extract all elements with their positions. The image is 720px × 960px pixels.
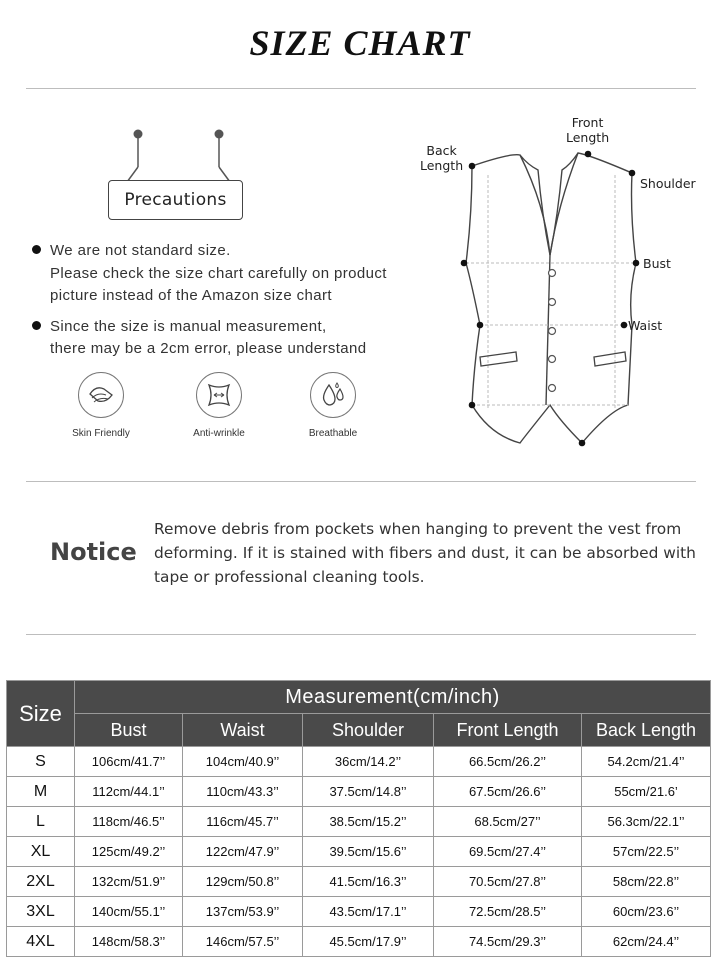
precaution-line: We are not standard size. [50,242,231,259]
table-cell: 54.2cm/21.4’’ [582,747,711,777]
table-cell: 39.5cm/15.6’’ [303,837,434,867]
size-cell: S [7,747,75,777]
table-cell: 60cm/23.6’’ [582,897,711,927]
table-cell: 62cm/24.4’’ [582,927,711,957]
size-cell: 2XL [7,867,75,897]
bust-label: Bust [643,256,671,271]
table-cell: 70.5cm/27.8’’ [434,867,582,897]
table-cell: 118cm/46.5’’ [75,807,183,837]
table-cell: 137cm/53.9’’ [183,897,303,927]
back-length-label [420,143,463,173]
table-row [7,777,711,807]
table-row [7,897,711,927]
table-cell: 122cm/47.9’’ [183,837,303,867]
label-line: Back [426,143,457,158]
table-cell: 110cm/43.3’’ [183,777,303,807]
table-cell: 37.5cm/14.8’’ [303,777,434,807]
list-item [30,316,420,361]
table-cell: 57cm/22.5’’ [582,837,711,867]
size-header: Size [7,681,75,747]
feature-skin-friendly [56,372,146,439]
notice-line: deforming. If it is stained with fibers and dust, it can be absorbed with [154,544,696,562]
anti-wrinkle-icon [196,372,242,418]
table-cell: 125cm/49.2’’ [75,837,183,867]
table-cell: 140cm/55.1’’ [75,897,183,927]
table-cell: 104cm/40.9’’ [183,747,303,777]
label-line: Front [571,115,604,130]
list-item [30,240,420,308]
table-cell: 148cm/58.3’’ [75,927,183,957]
size-cell: M [7,777,75,807]
feature-label: Breathable [308,428,358,439]
precaution-line: Since the size is manual measurement, [50,317,327,335]
size-cell: 4XL [7,927,75,957]
size-cell: XL [7,837,75,867]
table-cell: 56.3cm/22.1’’ [582,807,711,837]
precaution-line: picture instead of the Amazon size chart [50,287,332,304]
size-cell: 3XL [7,897,75,927]
table-cell: 132cm/51.9’’ [75,867,183,897]
table-cell: 116cm/45.7’’ [183,807,303,837]
table-cell: 36cm/14.2’’ [303,747,434,777]
table-row [7,927,711,957]
column-header-waist: Waist [183,714,303,747]
table-row [7,747,711,777]
feature-label: Anti-wrinkle [193,428,245,439]
bullet-icon [32,321,41,330]
shoulder-label: Shoulder [640,176,696,191]
table-cell: 146cm/57.5’’ [183,927,303,957]
table-row [7,837,711,867]
divider-top [26,88,696,89]
table-row [7,867,711,897]
table-cell: 66.5cm/26.2’’ [434,747,582,777]
page-title: SIZE CHART [249,23,471,63]
table-cell: 43.5cm/17.1’’ [303,897,434,927]
notice-text [154,517,694,589]
front-length-label [566,115,609,145]
table-cell: 74.5cm/29.3’’ [434,927,582,957]
table-cell: 41.5cm/16.3’’ [303,867,434,897]
notice-line: tape or professional cleaning tools. [154,568,425,586]
column-header-back-length: Back Length [582,714,711,747]
column-header-shoulder: Shoulder [303,714,434,747]
precaution-line: there may be a 2cm error, please understand [50,340,367,357]
fabric-icon [78,372,124,418]
table-cell: 112cm/44.1’’ [75,777,183,807]
table-cell: 129cm/50.8’’ [183,867,303,897]
size-table [6,680,711,957]
precautions-tag: Precautions [108,180,243,220]
notice-line: Remove debris from pockets when hanging to prevent the vest from [154,520,682,538]
label-line: Length [566,130,610,145]
table-cell: 45.5cm/17.9’’ [303,927,434,957]
measurement-header: Measurement(cm/inch) [75,681,711,714]
feature-label: Skin Friendly [72,428,130,439]
waist-label: Waist [628,318,663,333]
table-cell: 68.5cm/27’’ [434,807,582,837]
tag-hanger-icon [105,125,255,185]
feature-breathable [288,372,378,439]
table-cell: 55cm/21.6’ [582,777,711,807]
divider-middle [26,481,696,482]
water-drops-icon [310,372,356,418]
label-line: Length [420,158,464,173]
column-header-front-length: Front Length [434,714,582,747]
bullet-icon [32,245,41,254]
table-cell: 106cm/41.7’’ [75,747,183,777]
precautions-list [30,240,420,369]
divider-bottom [26,634,696,635]
table-cell: 69.5cm/27.4’’ [434,837,582,867]
table-cell: 58cm/22.8’’ [582,867,711,897]
table-cell: 67.5cm/26.6’’ [434,777,582,807]
table-cell: 38.5cm/15.2’’ [303,807,434,837]
precaution-line: Please check the size chart carefully on product [50,264,387,282]
feature-anti-wrinkle [174,372,264,439]
size-cell: L [7,807,75,837]
table-row [7,807,711,837]
notice-title: Notice [50,538,137,566]
table-cell: 72.5cm/28.5’’ [434,897,582,927]
column-header-bust: Bust [75,714,183,747]
